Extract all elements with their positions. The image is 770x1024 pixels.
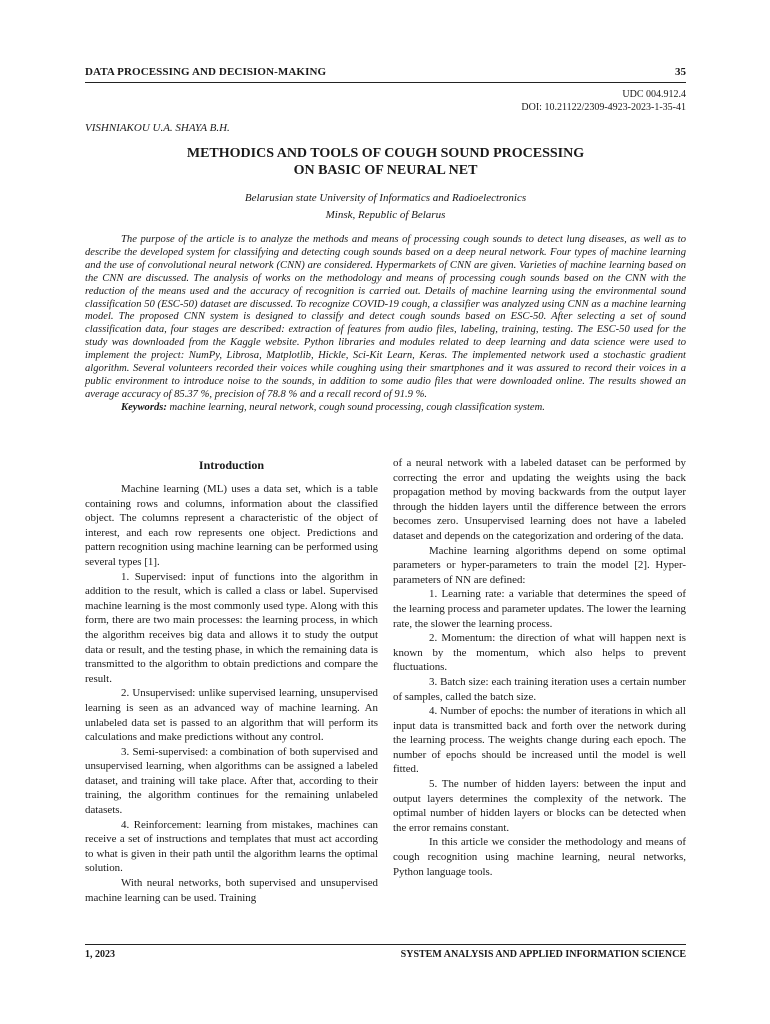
section-heading-introduction: Introduction bbox=[198, 458, 265, 472]
paragraph: Machine learning (ML) uses a data set, which is a table containing rows and columns, information about the classified object. The columns represent a characteristic of the object of interest, and each row represents one object. Predictions and pattern recognition using machine learning can be performed using several types [1]. bbox=[85, 483, 378, 568]
article-identifiers bbox=[521, 88, 686, 114]
paragraph: In this article we consider the methodology and means of cough recognition using machine learning, neural networks, Python language tools. bbox=[393, 836, 686, 878]
affiliation bbox=[85, 190, 686, 224]
issue-number: 1, 2023 bbox=[85, 949, 115, 960]
paragraph: 3. Batch size: each training iteration uses a certain number of samples, called the batch size. bbox=[393, 675, 686, 703]
abstract-text: The purpose of the article is to analyze the methods and means of processing cough sounds to detect lung diseases, as well as to describe the developed system for classifying and detecting cough sounds based on a deep neural network. Four types of machine learning and the use of convolutional neural network (CNN) are considered. Hypermarkets of CNN are given. Varieties of machine learning based on the CNN are discussed. The analysis of works on the methodology and means of processing cough sounds based on the CNN with the reduction of the means used and the accuracy of recognition is carried out. Details of machine learning using the environmental sound classification 50 (ESC-50) dataset are discussed. To recognize COVID-19 cough, a classifier was analyzed using CNN as a machine learning model. The proposed CNN system is designed to classify and detect cough sounds based on ESC-50. After selecting a set of sound classification data, four stages are described: extraction of features from audio files, labeling, training, testing. The ESC-50 used for the study was downloaded from the Kaggle website. Python libraries and modules related to deep learning and data science were used to implement the project: NumPy, Librosa, Matplotlib, Hickle, Sci-Kit Learn, Keras. The implemented network used a stochastic gradient algorithm. Several volunteers recorded their voices while coughing using their smartphones and it was assured to record their voices in a public environment to introduce noise to the sounds, in addition to some audio files that were downloaded online. The results showed an average accuracy of 85.37 %, precision of 78.8 % and a recall record of 91.9 %. bbox=[85, 234, 686, 400]
keywords bbox=[85, 402, 686, 415]
running-header bbox=[85, 66, 686, 83]
affiliation-line-2: Minsk, Republic of Belarus bbox=[325, 209, 446, 221]
abstract bbox=[85, 234, 686, 415]
right-column bbox=[393, 456, 686, 879]
paragraph: 2. Momentum: the direction of what will happen next is known by the momentum, which also helps to prevent fluctuations. bbox=[393, 632, 686, 674]
paragraph: 1. Supervised: input of functions into the algorithm in addition to the result, which is called a class or label. Supervised machine learning is the most commonly used type. Along with this form, there are two main processes: the learning process, in which the algorithm receives big data and allows it to study the output data or result, and the testing phase, in which the remaining data is transmitted to the algorithm to obtain predictions and compare the result. bbox=[85, 570, 378, 685]
authors: VISHNIAKOU U.A. SHAYA B.H. bbox=[85, 122, 230, 134]
doi[interactable]: DOI: 10.21122/2309-4923-2023-1-35-41 bbox=[521, 102, 686, 113]
paragraph: 3. Semi-supervised: a combination of both supervised and unsupervised learning, when algorithms can be assigned a labeled dataset, and training will take place. After that, according to their training, the algorithm continues for the remaining unlabeled datasets. bbox=[85, 745, 378, 817]
running-footer bbox=[85, 944, 686, 961]
paragraph: Machine learning algorithms depend on some optimal parameters or hyper-parameters to train the model [2]. Hyper-parameters of NN are defined: bbox=[393, 544, 686, 586]
article-title bbox=[85, 145, 686, 179]
paragraph: With neural networks, both supervised and unsupervised machine learning can be used. Training bbox=[85, 877, 378, 904]
keywords-list: machine learning, neural network, cough sound processing, cough classification system. bbox=[166, 401, 545, 413]
section-title: DATA PROCESSING AND DECISION-MAKING bbox=[85, 66, 327, 78]
paragraph: 1. Learning rate: a variable that determines the speed of the learning process and parameter updates. The lower the learning rate, the slower the learning process. bbox=[393, 588, 686, 630]
paragraph: 4. Reinforcement: learning from mistakes, machines can receive a set of instructions and templates that must act according to what is given in their path until the algorithm learns the optimal solution. bbox=[85, 818, 378, 875]
title-line-1: METHODICS AND TOOLS OF COUGH SOUND PROCESSING bbox=[186, 146, 585, 161]
keywords-label: Keywords: bbox=[121, 401, 167, 413]
paragraph: 4. Number of epochs: the number of iterations in which all input data is transmitted back and forth over the network during the learning process. The weights change during each epoch. The number of epochs should be increased until the model is well fitted. bbox=[393, 705, 686, 776]
paragraph: 5. The number of hidden layers: between the input and output layers determines the complexity of the network. The optimal number of hidden layers or blocks can be detected when the error remains constant. bbox=[393, 778, 686, 834]
left-column bbox=[85, 456, 378, 905]
journal-name: SYSTEM ANALYSIS AND APPLIED INFORMATION SCIENCE bbox=[400, 949, 686, 960]
page-number: 35 bbox=[675, 66, 686, 78]
affiliation-line-1: Belarusian state University of Informatics and Radioelectronics bbox=[244, 192, 527, 204]
title-line-2: ON BASIC OF NEURAL NET bbox=[293, 163, 478, 178]
paragraph: 2. Unsupervised: unlike supervised learning, unsupervised learning is seen as an advanced way of machine learning. An unlabeled data set is passed to an algorithm that will perform its calculations and make predictions without any control. bbox=[85, 687, 378, 744]
udc-code: UDC 004.912.4 bbox=[622, 89, 686, 100]
paragraph: of a neural network with a labeled dataset can be performed by correcting the error and updating the weights using the back propagation method by moving backwards from the output layer through the hidden layers until the difference between the errors becomes zero. Unsupervised learning does not have a labeled dataset and depends on the categorization and ordering of the data. bbox=[393, 457, 686, 542]
